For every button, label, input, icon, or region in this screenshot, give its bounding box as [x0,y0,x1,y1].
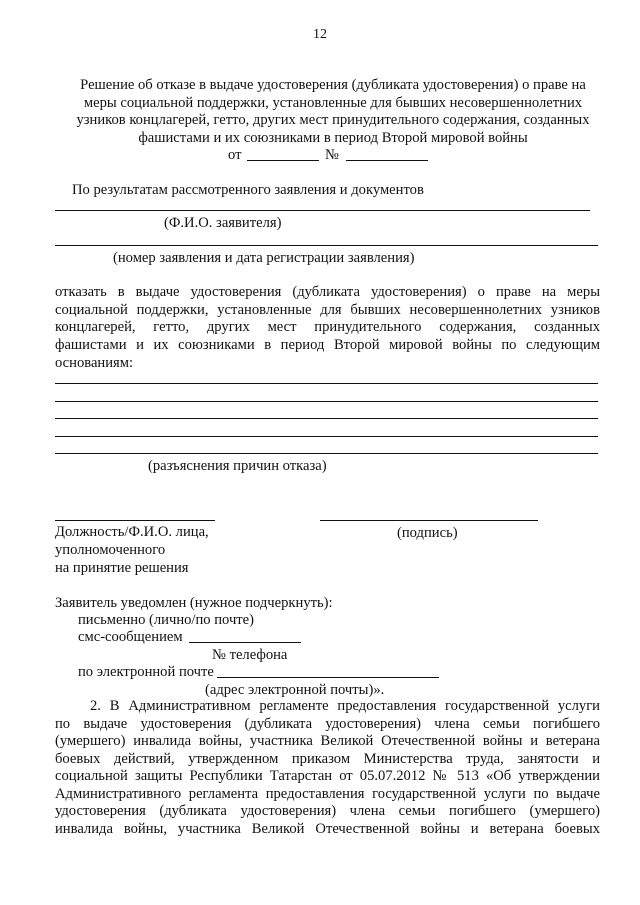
notice-heading: Заявитель уведомлен (нужное подчеркнуть): [55,595,333,611]
notice-email: по электронной почте [78,664,214,680]
title-line: меры социальной поддержки, установленные для бывших несовершеннолетних [83,94,583,111]
date-blank-line [247,160,319,161]
signature-caption: (подпись) [397,525,458,541]
document-title [40,77,626,147]
paragraph2-line: удостоверения (дубликата удостоверения) члена семьи погибшего (умершего) [55,803,600,819]
email-blank-line [217,677,439,678]
official-position-label: Должность/Ф.И.О. лица, [55,524,209,540]
notice-written: письменно (лично/по почте) [78,612,255,628]
reason-line [55,401,598,402]
official-decision-label: на принятие решения [55,560,189,576]
signature-line [320,520,538,521]
paragraph2-line: боевых действий, утвержденном приказом Министерства труда, занятости и [55,750,600,767]
date-label: от [228,147,242,163]
application-caption: (номер заявления и дата регистрации заявления) [113,250,415,266]
reason-line [55,453,598,454]
reason-line [55,436,598,437]
applicant-name-line [55,210,590,211]
refusal-line: концлагерей, гетто, других мест принудительного содержания, созданных [55,319,600,335]
phone-caption: № телефона [212,647,288,663]
paragraph2-line: социальной защиты Республики Татарстан от 05.07.2012 № 513 «Об утверждении [55,768,600,784]
paragraph2-line: 2. В Административном регламенте предоставления государственной услуги [90,698,600,714]
refusal-last-line: основаниям: [55,355,134,371]
page-number: 12 [313,27,327,42]
notice-sms: смс-сообщением [78,629,183,645]
paragraph2-line: инвалида войны, участника Великой Отечественной войны и ветерана боевых [55,820,600,837]
application-number-line [55,245,598,246]
number-blank-line [346,160,428,161]
number-label: № [325,147,339,163]
title-line: фашистами и их союзниками в период Второй мировой войны [138,129,528,146]
title-line: узников концлагерей, гетто, других мест принудительного содержания, созданных [76,112,590,129]
paragraph2-line: по выдаче удостоверения (дубликата удостоверения) члена семьи погибшего [55,715,600,732]
applicant-caption: (Ф.И.О. заявителя) [164,215,282,231]
official-name-line [55,520,215,521]
official-authorized-label: уполномоченного [55,542,166,558]
intro-text: По результатам рассмотренного заявления и документов [72,182,424,198]
email-caption: (адрес электронной почты)». [205,682,385,698]
reasons-caption: (разъяснения причин отказа) [148,458,327,474]
refusal-line: социальной поддержки, установленные для бывших несовершеннолетних узников [55,301,600,318]
refusal-line: фашистами и их союзниками в период Второй мировой войны по следующим [55,336,600,353]
phone-blank-line [189,642,301,643]
paragraph2-line: Административного регламента предоставления государственной услуги по выдаче [55,785,600,802]
paragraph2-line: (умершего) инвалида войны, участника Великой Отечественной войны и ветерана [55,733,600,749]
reason-line [55,383,598,384]
reason-line [55,418,598,419]
refusal-line: отказать в выдаче удостоверения (дубликата удостоверения) о праве на меры [55,284,600,300]
title-line: Решение об отказе в выдаче удостоверения (дубликата удостоверения) о праве на [80,77,586,93]
